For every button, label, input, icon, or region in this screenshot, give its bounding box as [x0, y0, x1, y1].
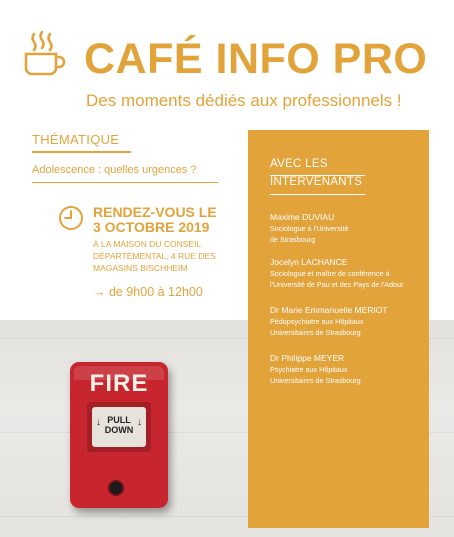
arrow-down-icon: ↓ [137, 417, 142, 428]
speaker-role: de Strasbourg [270, 235, 316, 244]
page-title: CAFÉ INFO PRO [84, 35, 428, 83]
heading-line: INTERVENANTS [270, 176, 363, 188]
speaker-name: Jocelyn LACHANCE [270, 257, 348, 267]
speaker-role: l'Université de Pau et des Pays de l'Adour [270, 280, 404, 289]
speaker-role: Universitaires de Strasbourg [270, 376, 361, 385]
coffee-cup-icon [22, 30, 66, 78]
address-line: À LA MAISON DU CONSEIL [93, 239, 202, 249]
rendezvous-block [93, 205, 217, 274]
speakers-heading [270, 155, 362, 191]
speaker-name: Dr Marie Emmanuelle MERIOT [270, 305, 388, 315]
rendezvous-date: 3 OCTOBRE 2019 [93, 219, 210, 235]
speaker-role: Sociologue à l'Université [270, 224, 349, 233]
fire-alarm-box [70, 362, 168, 508]
speaker-name: Maxime DUVIAU [270, 212, 335, 222]
keyhole [108, 480, 124, 496]
rendezvous-line1: RENDEZ-VOUS LE [93, 204, 217, 220]
heading-rule [270, 175, 365, 176]
speaker-item [270, 353, 361, 386]
rendezvous-address [93, 238, 217, 274]
speaker-role: Pédopsychiatre aux Hôpitaux [270, 317, 364, 326]
address-line: DÉPARTEMENTAL, 4 RUE DES [93, 251, 216, 261]
handle-label-line: PULL [107, 415, 131, 425]
speaker-item [270, 305, 388, 338]
speaker-role: Sociologue et maître de conférence à [270, 269, 390, 278]
handle-label-line: DOWN [104, 425, 134, 435]
clock-icon [58, 205, 84, 231]
thematique-underline [32, 151, 131, 153]
fire-label: FIRE [89, 370, 149, 397]
speaker-role: Psychiatre aux Hôpitaux [270, 365, 348, 374]
heading-line: AVEC LES [270, 158, 328, 170]
speakers-panel [248, 130, 429, 528]
pull-handle [92, 407, 146, 447]
topic-underline [32, 182, 218, 183]
page-subtitle: Des moments dédiés aux professionnels ! [86, 91, 402, 110]
heading-rule [270, 194, 365, 195]
speaker-item [270, 257, 403, 290]
speaker-name: Dr Philippe MEYER [270, 353, 345, 363]
speaker-item [270, 212, 348, 245]
thematique-topic: Adolescence : quelles urgences ? [32, 164, 197, 176]
speaker-role: Universitaires de Strasbourg [270, 328, 361, 337]
rendezvous-time: → de 9h00 à 12h00 [93, 285, 203, 299]
thematique-label: THÉMATIQUE [32, 132, 120, 147]
arrow-down-icon: ↓ [96, 417, 101, 428]
address-line: MAGASINS BISCHHEIM [93, 263, 188, 273]
